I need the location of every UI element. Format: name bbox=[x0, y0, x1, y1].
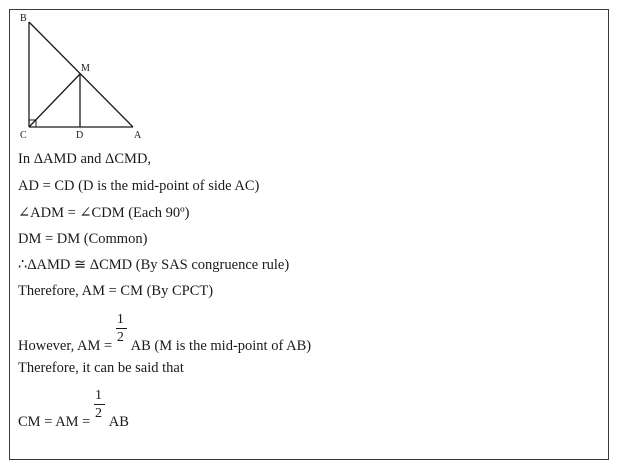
proof-line-1: In ΔAMD and ΔCMD, bbox=[18, 151, 152, 167]
proof-line-7 bbox=[18, 312, 312, 355]
proof-line-9-start: CM = AM = bbox=[18, 414, 94, 430]
triangle-figure bbox=[14, 10, 149, 142]
label-m: M bbox=[81, 63, 90, 74]
proof-line-4: DM = DM (Common) bbox=[18, 231, 148, 247]
proof-line-7-end: AB (M is the mid-point of AB) bbox=[127, 338, 312, 354]
triangle-diagram bbox=[14, 10, 149, 142]
proof-line-9-end: AB bbox=[105, 414, 129, 430]
fraction-numerator: 1 bbox=[116, 312, 124, 327]
label-b: B bbox=[20, 13, 27, 24]
proof-line-6: Therefore, AM = CM (By CPCT) bbox=[18, 283, 214, 299]
fraction-denominator: 2 bbox=[94, 406, 102, 421]
label-d: D bbox=[76, 130, 84, 141]
label-a: A bbox=[134, 130, 142, 141]
label-c: C bbox=[20, 130, 27, 141]
fraction-half bbox=[116, 312, 128, 350]
proof-line-5: ∴ΔAMD ≅ ΔCMD (By SAS congruence rule) bbox=[18, 257, 290, 273]
proof-line-9 bbox=[18, 388, 129, 431]
fraction-half bbox=[94, 388, 106, 426]
segment-cm bbox=[29, 74, 80, 127]
proof-line-3: ∠ADM = ∠CDM (Each 90º) bbox=[18, 205, 190, 221]
proof-line-2: AD = CD (D is the mid-point of side AC) bbox=[18, 178, 260, 194]
proof-line-7-start: However, AM = bbox=[18, 338, 116, 354]
fraction-numerator: 1 bbox=[94, 388, 102, 403]
fraction-denominator: 2 bbox=[116, 330, 124, 345]
proof-line-8: Therefore, it can be said that bbox=[18, 360, 184, 376]
